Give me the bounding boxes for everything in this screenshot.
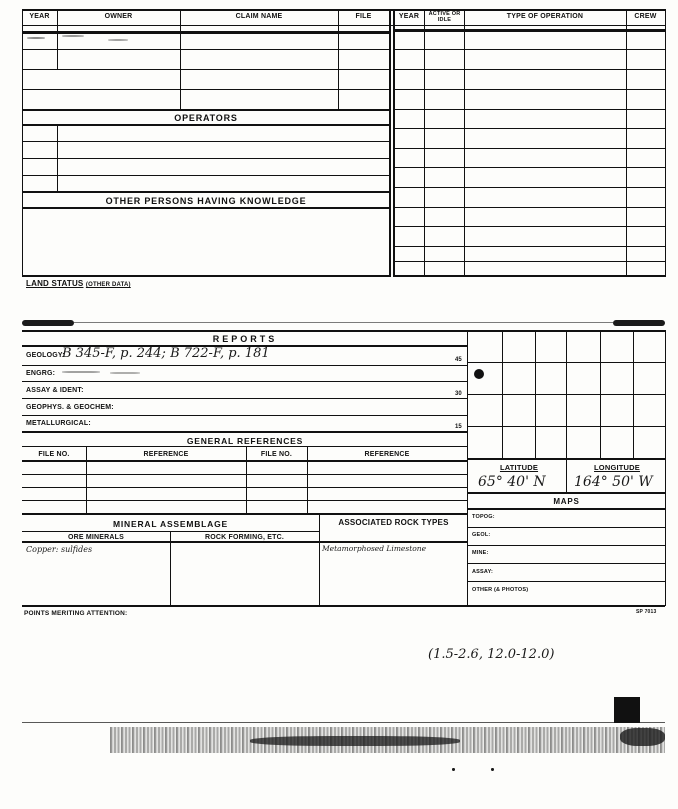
assay-code: 30: [455, 391, 462, 397]
reports-header: REPORTS: [212, 334, 278, 344]
location-dot-icon: [474, 369, 484, 379]
maps-geol-label: GEOL:: [472, 532, 491, 538]
col-year2-header: YEAR: [398, 13, 420, 20]
col-active-idle-header: ACTIVE OR IDLE: [428, 11, 461, 23]
points-meriting-attention-label: POINTS MERITING ATTENTION:: [24, 610, 128, 617]
mineral-assemblage-header: MINERAL ASSEMBLAGE: [113, 519, 228, 529]
maps-topog-label: TOPOG:: [472, 514, 495, 520]
col-type-operation-header: TYPE OF OPERATION: [506, 13, 584, 20]
general-references-header: GENERAL REFERENCES: [186, 436, 304, 446]
col-claim-name-header: CLAIM NAME: [235, 13, 283, 20]
operators-header: OPERATORS: [174, 113, 238, 123]
maps-other-label: OTHER (& PHOTOS): [472, 587, 529, 593]
land-status-sub: (OTHER DATA): [85, 282, 131, 288]
other-persons-header: OTHER PERSONS HAVING KNOWLEDGE: [105, 196, 307, 206]
col-file-header: FILE: [355, 13, 372, 20]
col-file-no2-header: FILE NO.: [260, 451, 293, 458]
scan-artifact-block: [614, 697, 640, 723]
ore-minerals-value: Copper: sulfides: [26, 545, 93, 554]
land-status-label: [26, 279, 131, 288]
ore-minerals-header: ORE MINERALS: [67, 534, 125, 541]
geology-value: B 345-F, p. 244; B 722-F, p. 181: [62, 346, 270, 361]
col-owner-header: OWNER: [104, 13, 133, 20]
col-file-no-header: FILE NO.: [38, 451, 70, 458]
col-reference-header: REFERENCE: [143, 451, 189, 458]
engrg-label: ENGRG:: [26, 370, 56, 377]
geology-code: 45: [455, 357, 462, 363]
metallurgical-code: 15: [455, 424, 462, 430]
associated-rock-types-header: ASSOCIATED ROCK TYPES: [338, 518, 449, 527]
maps-assay-label: ASSAY:: [472, 569, 494, 575]
maps-header: MAPS: [553, 497, 580, 506]
col-crew-header: CREW: [634, 13, 657, 20]
geology-label: GEOLOGY:: [26, 352, 65, 359]
geophys-label: GEOPHYS. & GEOCHEM:: [26, 404, 114, 411]
longitude-label: LONGITUDE: [594, 463, 640, 472]
longitude-value: 164° 50' W: [574, 474, 653, 490]
land-status-text: LAND STATUS: [26, 279, 84, 288]
maps-mine-label: MINE:: [472, 550, 489, 556]
col-reference2-header: REFERENCE: [364, 451, 410, 458]
form-number: SP 7013: [636, 609, 657, 615]
rock-forming-header: ROCK FORMING, ETC.: [204, 534, 285, 541]
col-year-header: YEAR: [29, 13, 50, 20]
latitude-label: LATITUDE: [499, 463, 539, 472]
associated-rock-value: Metamorphosed Limestone: [322, 544, 427, 553]
assay-ident-label: ASSAY & IDENT:: [26, 387, 84, 394]
handwritten-coordinates: (1.5-2.6, 12.0-12.0): [428, 647, 555, 662]
metallurgical-label: METALLURGICAL:: [26, 420, 91, 427]
latitude-value: 65° 40' N: [478, 474, 546, 490]
